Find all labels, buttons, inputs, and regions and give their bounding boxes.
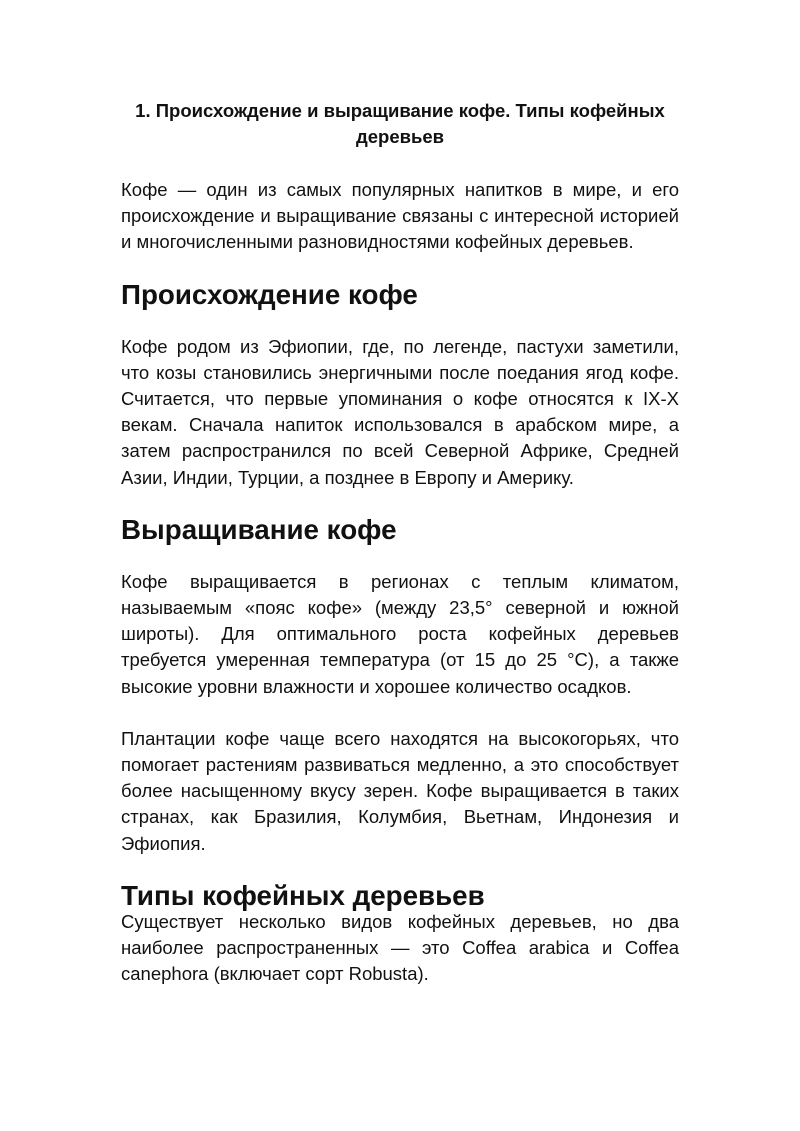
- cultivation-paragraph-1: Кофе выращивается в регионах с теплым климатом, называемым «пояс кофе» (между 23,5° северной и южной широты). Для оптимального роста кофейных деревьев требуется умеренная температура (от 15 до 25 °C), а также высокие уровни влажности и хорошее количество осадков.: [121, 570, 679, 697]
- cultivation-paragraph-2: Плантации кофе чаще всего находятся на высокогорьях, что помогает растениям развиваться медленно, а это способствует более насыщенному вкусу зерен. Кофе выращивается в таких странах, как Бразилия, Колумбия, Вьетнам, Индонезия и Эфиопия.: [121, 727, 679, 854]
- intro-paragraph: Кофе — один из самых популярных напитков в мире, и его происхождение и выращивание связаны с интересной историей и многочисленными разновидностями кофейных деревьев.: [121, 179, 679, 253]
- title-line-1: 1. Происхождение и выращивание кофе. Типы кофейных: [135, 100, 665, 121]
- section-heading-cultivation: Выращивание кофе: [121, 513, 397, 545]
- title-line-2: деревьев: [355, 126, 445, 147]
- section-heading-origin: Происхождение кофе: [121, 278, 418, 310]
- document-page: [121, 98, 679, 987]
- document-title: [121, 98, 679, 150]
- section-heading-tree-types: Типы кофейных деревьев: [121, 879, 485, 911]
- tree-types-paragraph: Существует несколько видов кофейных деревьев, но два наиболее распространенных — это Coffea arabica и Coffea canephora (включает сорт Robusta).: [121, 910, 679, 985]
- origin-paragraph: Кофе родом из Эфиопии, где, по легенде, пастухи заметили, что козы становились энергичными после поедания ягод кофе. Считается, что первые упоминания о кофе относятся к IX-X векам. Сначала напиток использовался в арабском мире, а затем распространился по всей Северной Африке, Средней Азии, Индии, Турции, а позднее в Европу и Америку.: [121, 335, 679, 488]
